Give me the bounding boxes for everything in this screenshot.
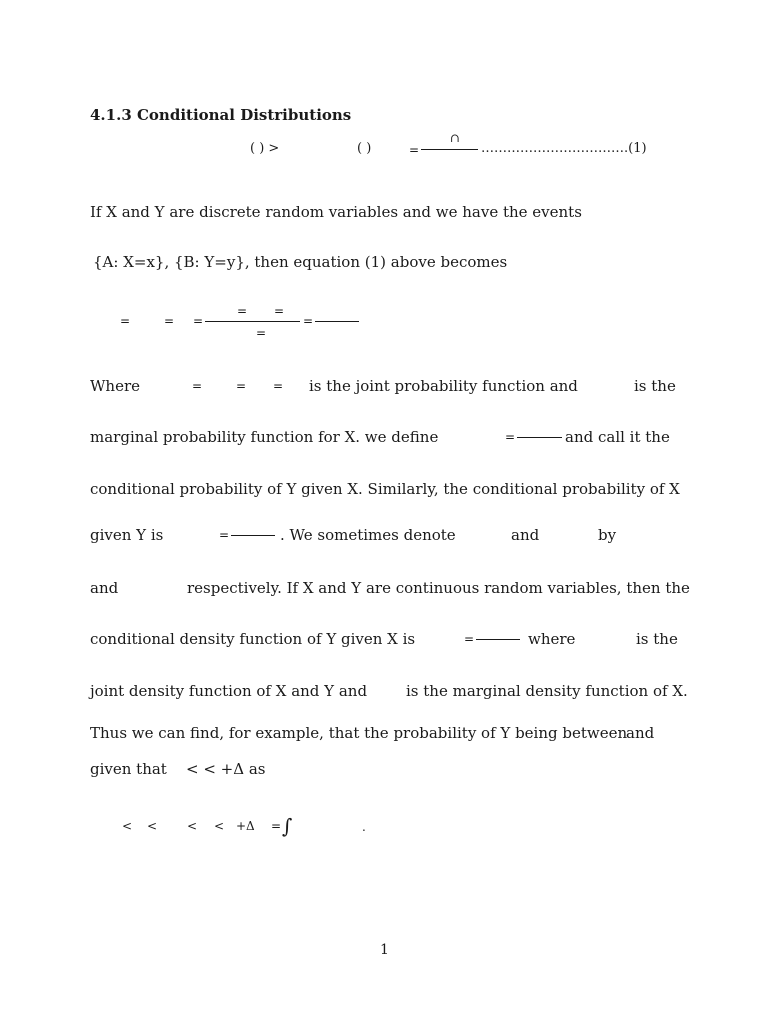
eq2-fraction-bar-2 <box>315 321 359 322</box>
eq2-numerator-equals-b: = <box>274 304 285 318</box>
text-line-9b: is the marginal density function of X. <box>406 682 688 700</box>
text-line-3c: is the <box>634 377 676 395</box>
eq2-fraction-bar-1 <box>205 321 300 322</box>
text-line-1: If X and Y are discrete random variables and we have the events <box>90 203 582 221</box>
eq1-fraction-bar <box>421 149 478 150</box>
eq2-equals-2: = <box>164 314 175 328</box>
where-equals-2: = <box>236 379 247 393</box>
text-line-8c: is the <box>636 630 678 648</box>
given-y-fraction-bar <box>231 535 275 536</box>
text-line-10b: and <box>626 724 655 742</box>
text-line-7a: and <box>90 579 119 597</box>
text-line-11a: given that <box>90 760 167 778</box>
section-heading: 4.1.3 Conditional Distributions <box>90 106 352 124</box>
text-line-3b: is the joint probability function and <box>309 377 578 395</box>
final-lt-2: < <box>147 819 158 833</box>
eq1-prob-a: ( ) > <box>250 141 280 156</box>
final-lt-1: < <box>122 819 133 833</box>
where-equals-1: = <box>192 379 203 393</box>
text-line-6b: . We sometimes denote <box>280 526 456 544</box>
text-line-4b: and call it the <box>565 428 670 446</box>
text-line-2: {A: X=x}, {B: Y=y}, then equation (1) above becomes <box>93 253 508 271</box>
text-line-9a: joint density function of X and Y and <box>90 682 368 700</box>
eq1-prob-b: ( ) <box>357 141 372 156</box>
text-line-11b: < < +Δ as <box>186 760 266 778</box>
final-period: . <box>362 820 366 834</box>
text-line-6c: and <box>511 526 540 544</box>
eq1-label: …………………………….(1) <box>481 141 647 156</box>
eq2-equals-3: = <box>193 314 204 328</box>
density-fraction-bar <box>476 639 520 640</box>
final-equals: = <box>271 819 282 833</box>
text-line-4a: marginal probability function for X. we define <box>90 428 439 446</box>
eq2-equals-1: = <box>120 314 131 328</box>
integral-symbol: ∫ <box>282 814 293 838</box>
text-line-7b: respectively. If X and Y are continuous random variables, then the <box>187 579 690 597</box>
text-line-6d: by <box>598 526 617 544</box>
eq1-equals: = <box>409 143 420 157</box>
eq2-numerator-equals-a: = <box>237 304 248 318</box>
text-line-5: conditional probability of Y given X. Similarly, the conditional probability of X <box>90 480 680 498</box>
final-plus-delta: +Δ <box>236 819 255 833</box>
eq2-denominator-equals: = <box>256 326 267 340</box>
final-lt-3: < <box>187 819 198 833</box>
text-line-10a: Thus we can find, for example, that the probability of Y being between <box>90 724 628 742</box>
final-lt-4: < <box>214 819 225 833</box>
text-where: Where <box>90 377 141 395</box>
define-equals: = <box>505 430 516 444</box>
text-line-8b: where <box>528 630 576 648</box>
eq1-intersection-symbol: ∩ <box>450 131 461 145</box>
define-fraction-bar <box>517 437 562 438</box>
density-equals: = <box>464 632 475 646</box>
eq2-equals-4: = <box>303 314 314 328</box>
text-line-8a: conditional density function of Y given X is <box>90 630 416 648</box>
where-equals-3: = <box>273 379 284 393</box>
text-line-6a: given Y is <box>90 526 164 544</box>
given-y-equals: = <box>219 528 230 542</box>
page-number: 1 <box>380 942 389 958</box>
